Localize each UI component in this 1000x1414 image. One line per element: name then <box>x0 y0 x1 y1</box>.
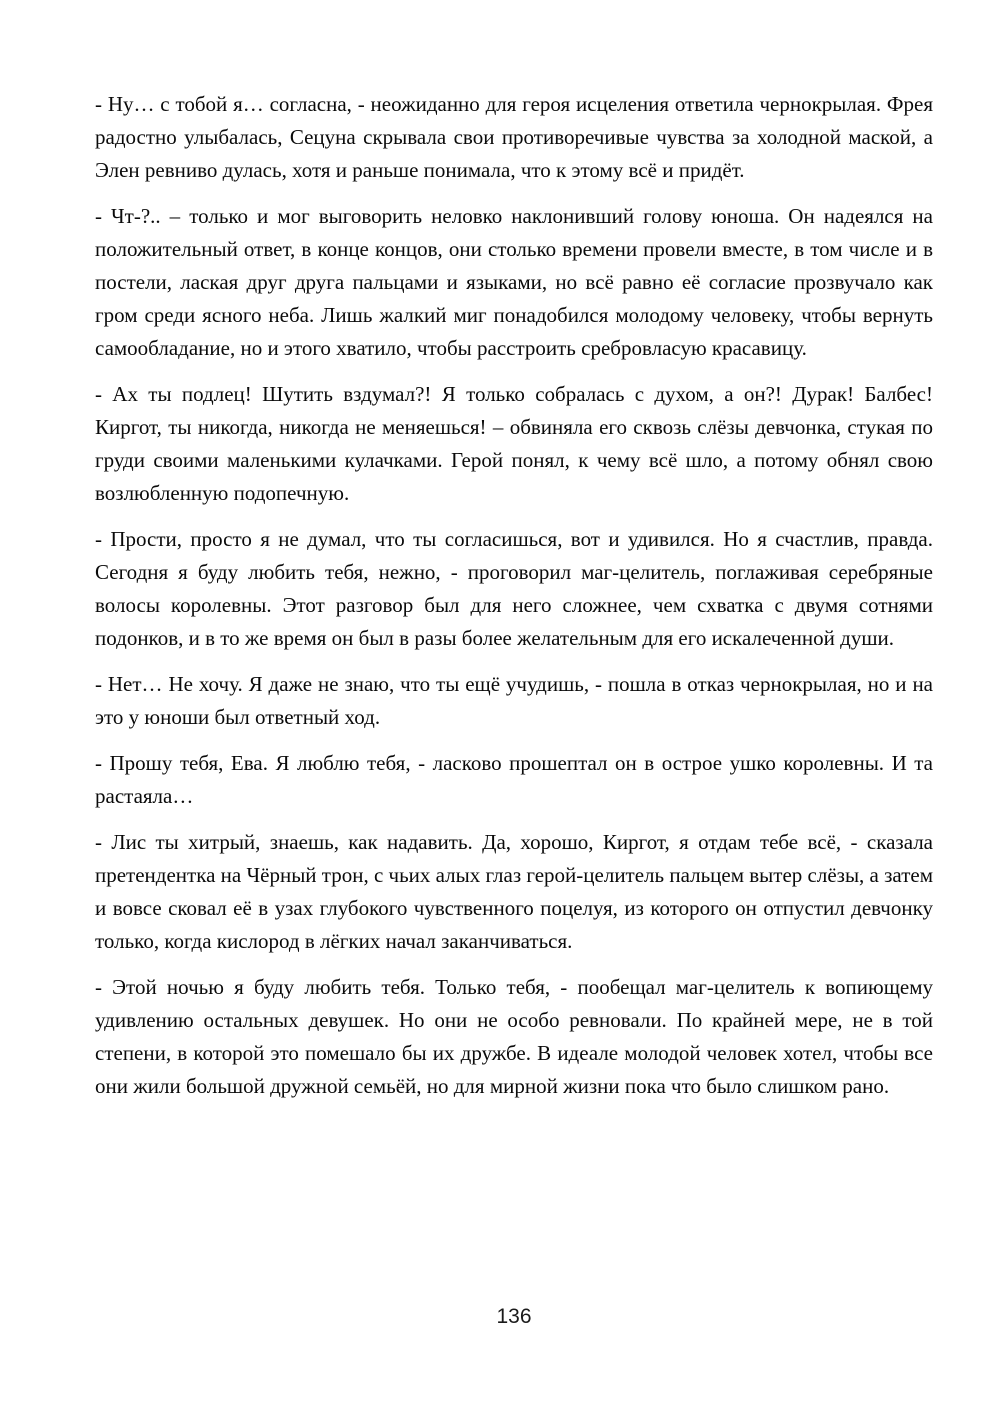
page-number: 136 <box>496 1305 532 1328</box>
paragraph: - Лис ты хитрый, знаешь, как надавить. Да, хорошо, Киргот, я отдам тебе всё, - сказала претендентка на Чёрный трон, с чьих алых глаз герой-целитель пальцем вытер слёзы, а затем и вовсе сковал её в узах глубокого чувственного поцелуя, из которого он отпустил девчонку только, когда кислород в лёгких начал заканчиваться. <box>95 830 933 953</box>
paragraph: - Чт-?.. – только и мог выговорить неловко наклонивший голову юноша. Он надеялся на положительный ответ, в конце концов, они столько времени провели вместе, в том числе и в постели, лаская друг друга пальцами и языками, но всё равно её согласие прозвучало как гром среди ясного неба. Лишь жалкий миг понадобился молодому человеку, чтобы вернуть самообладание, но и этого хватило, чтобы расстроить сребровласую красавицу. <box>95 204 933 360</box>
paragraph: - Нет… Не хочу. Я даже не знаю, что ты ещё учудишь, - пошла в отказ чернокрылая, но и на это у юноши был ответный ход. <box>95 672 933 729</box>
paragraph: - Прости, просто я не думал, что ты согласишься, вот и удивился. Но я счастлив, правда. Сегодня я буду любить тебя, нежно, - проговорил маг-целитель, поглаживая серебряные волосы королевны. Этот разговор был для него сложнее, чем схватка с двумя сотнями подонков, и в то же время он был в разы более желательным для его искалеченной души. <box>95 527 933 650</box>
page-text-block <box>95 88 933 1116</box>
paragraph: - Прошу тебя, Ева. Я люблю тебя, - ласково прошептал он в острое ушко королевны. И та растаяла… <box>95 751 933 808</box>
paragraph: - Ну… с тобой я… согласна, - неожиданно для героя исцеления ответила чернокрылая. Фрея радостно улыбалась, Сецуна скрывала свои противоречивые чувства за холодной маской, а Элен ревниво дулась, хотя и раньше понимала, что к этому всё и придёт. <box>95 92 933 182</box>
paragraph: - Этой ночью я буду любить тебя. Только тебя, - пообещал маг-целитель к вопиющему удивлению остальных девушек. Но они не особо ревновали. По крайней мере, не в той степени, в которой это помешало бы их дружбе. В идеале молодой человек хотел, чтобы все они жили большой дружной семьёй, но для мирной жизни пока что было слишком рано. <box>95 975 933 1098</box>
paragraph: - Ах ты подлец! Шутить вздумал?! Я только собралась с духом, а он?! Дурак! Балбес! Киргот, ты никогда, никогда не меняешься! – обвиняла его сквозь слёзы девчонка, стукая по груди своими маленькими кулачками. Герой понял, к чему всё шло, а потому обнял свою возлюбленную подопечную. <box>95 382 933 505</box>
